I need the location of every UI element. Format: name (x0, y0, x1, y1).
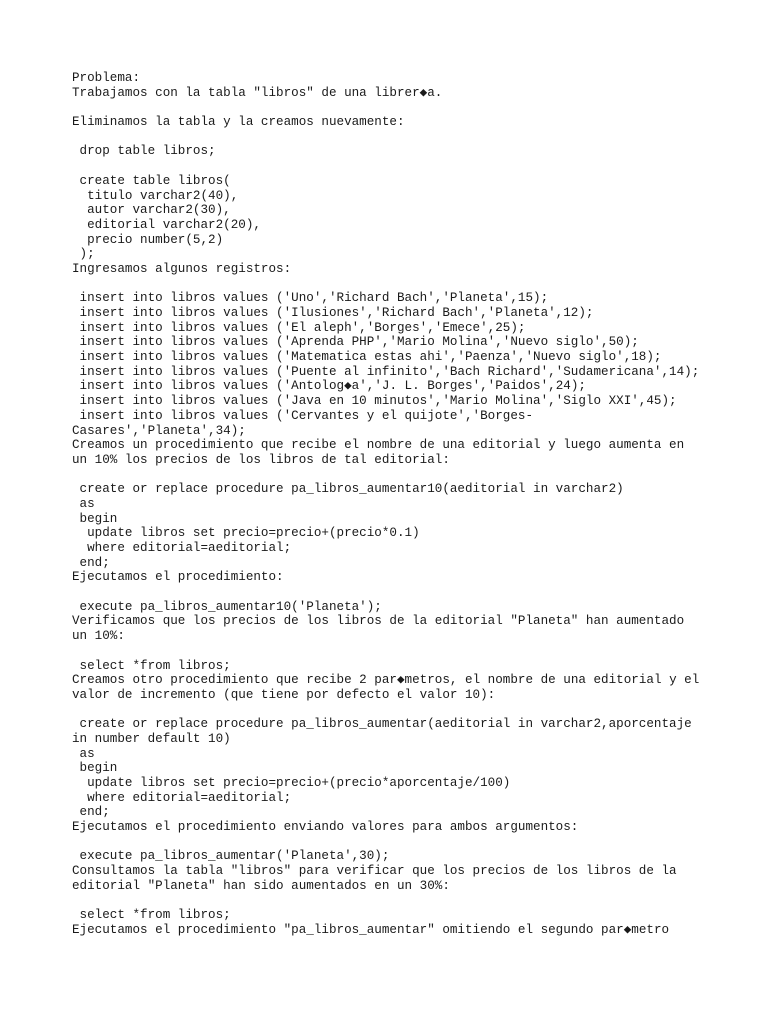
text-line: Consultamos la tabla "libros" para verificar que los precios de los libros de la (72, 864, 677, 879)
text-line: Verificamos que los precios de los libros de la editorial "Planeta" han aumentado (72, 614, 685, 629)
blank-line (72, 894, 762, 909)
text-line: Casares','Planeta',34); (72, 423, 246, 438)
text-line: end; (72, 805, 110, 820)
text-line: where editorial=aeditorial; (72, 790, 292, 805)
text-line: insert into libros values ('Aprenda PHP','Mario Molina','Nuevo siglo',50); (72, 335, 639, 350)
text-line: precio number(5,2) (72, 232, 224, 247)
text-line: begin (72, 511, 118, 526)
text-line: Ejecutamos el procedimiento enviando valores para ambos argumentos: (72, 820, 579, 835)
text-line: select *from libros; (72, 658, 231, 673)
text-line: insert into libros values ('Matematica estas ahi','Paenza','Nuevo siglo',18); (72, 350, 662, 365)
text-line: update libros set precio=precio+(precio*aporcentaje/100) (72, 776, 511, 790)
text-line: in number default 10) (72, 731, 231, 746)
text-line: Creamos otro procedimiento que recibe 2 par◆metros, el nombre de una editorial y el (72, 673, 700, 688)
blank-line (72, 703, 762, 718)
text-line: Trabajamos con la tabla "libros" de una librer◆a. (72, 85, 443, 100)
text-line: insert into libros values ('Java en 10 minutos','Mario Molina','Siglo XXI',45); (72, 394, 677, 409)
text-line: Eliminamos la tabla y la creamos nuevamente: (72, 115, 405, 130)
text-line: Problema: (72, 71, 141, 85)
text-line: create or replace procedure pa_libros_aumentar(aeditorial in varchar2,aporcentaje (72, 717, 692, 732)
blank-line (72, 644, 762, 659)
text-line: Ingresamos algunos registros: (72, 261, 292, 276)
text-line: execute pa_libros_aumentar('Planeta',30); (72, 849, 390, 864)
text-line: drop table libros; (72, 144, 216, 159)
blank-line (72, 835, 762, 850)
blank-line (72, 585, 762, 600)
text-line: where editorial=aeditorial; (72, 541, 292, 555)
text-line: valor de incremento (que tiene por defecto el valor 10): (72, 687, 496, 702)
text-line: Ejecutamos el procedimiento: (72, 570, 284, 585)
text-line: editorial varchar2(20), (72, 217, 261, 232)
text-line: ); (72, 247, 95, 262)
text-line: Ejecutamos el procedimiento "pa_libros_aumentar" omitiendo el segundo par◆metro (72, 922, 670, 937)
text-line: create table libros( (72, 173, 231, 188)
document-page (72, 71, 762, 938)
blank-line (72, 277, 762, 292)
text-line: end; (72, 555, 110, 570)
text-line: as (72, 746, 95, 761)
text-line: titulo varchar2(40), (72, 188, 239, 203)
blank-line (72, 130, 762, 145)
text-line: select *from libros; (72, 908, 231, 923)
text-line: insert into libros values ('Uno','Richard Bach','Planeta',15); (72, 291, 549, 306)
text-line: update libros set precio=precio+(precio*0.1) (72, 526, 420, 541)
text-line: un 10%: (72, 629, 125, 644)
blank-line (72, 468, 762, 483)
text-line: insert into libros values ('Ilusiones','Richard Bach','Planeta',12); (72, 306, 594, 320)
text-line: editorial "Planeta" han sido aumentados en un 30%: (72, 878, 450, 893)
text-line: begin (72, 761, 118, 776)
text-line: create or replace procedure pa_libros_aumentar10(aeditorial in varchar2) (72, 482, 624, 497)
text-line: un 10% los precios de los libros de tal editorial: (72, 452, 450, 467)
text-line: Creamos un procedimiento que recibe el nombre de una editorial y luego aumenta en (72, 438, 685, 453)
text-line: insert into libros values ('El aleph','Borges','Emece',25); (72, 320, 526, 335)
blank-line (72, 100, 762, 115)
text-line: as (72, 496, 95, 511)
text-line: autor varchar2(30), (72, 203, 231, 218)
blank-line (72, 159, 762, 174)
text-line: insert into libros values ('Cervantes y el quijote','Borges- (72, 408, 534, 423)
text-line: insert into libros values ('Antolog◆a','J. L. Borges','Paidos',24); (72, 379, 586, 394)
text-line: insert into libros values ('Puente al infinito','Bach Richard','Sudamericana',14); (72, 364, 700, 379)
text-line: execute pa_libros_aumentar10('Planeta'); (72, 599, 382, 614)
